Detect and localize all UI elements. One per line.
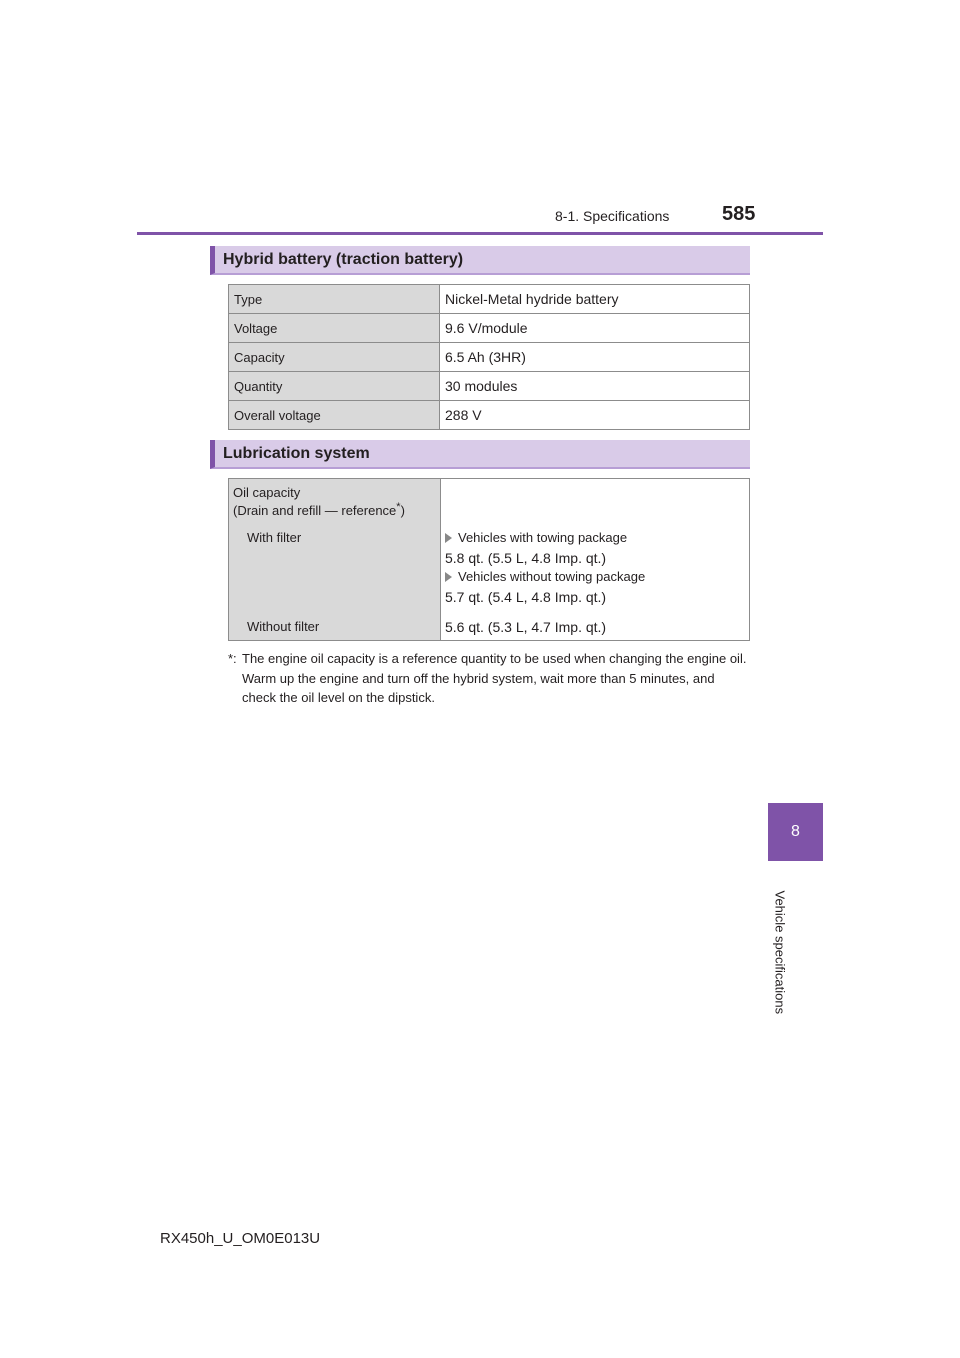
oil-capacity-sublabel <box>233 501 405 518</box>
hybrid-battery-table <box>228 284 750 430</box>
lubrication-heading: Lubrication system <box>210 440 750 469</box>
table-row <box>229 343 750 372</box>
row-value: 288 V <box>440 401 750 430</box>
with-filter-label: With filter <box>247 530 302 545</box>
towing-package-item <box>445 530 627 545</box>
oil-value-cell <box>441 479 749 640</box>
table-row <box>229 401 750 430</box>
sublabel-text: (Drain and refill — reference <box>233 503 397 518</box>
chapter-number: 8 <box>791 823 800 840</box>
oil-label-cell <box>229 479 441 640</box>
row-label: Voltage <box>229 314 440 343</box>
footnote <box>228 649 748 708</box>
row-label: Overall voltage <box>229 401 440 430</box>
page-number: 585 <box>722 203 756 225</box>
table-row <box>229 314 750 343</box>
chapter-title: Vehicle specifications <box>772 890 788 1015</box>
row-value: Nickel-Metal hydride battery <box>440 285 750 314</box>
row-value: 9.6 V/module <box>440 314 750 343</box>
table-row <box>229 372 750 401</box>
chapter-tab[interactable] <box>768 803 823 861</box>
row-label: Type <box>229 285 440 314</box>
hybrid-battery-heading: Hybrid battery (traction battery) <box>210 246 750 275</box>
triangle-bullet-icon <box>445 533 452 543</box>
footnote-text: The engine oil capacity is a reference quantity to be used when changing the engine oil. Warm up the engine and turn off the hybrid system, wait more than 5 minutes, and check the oil level on the dipstick. <box>242 651 747 705</box>
towing-value: 5.8 qt. (5.5 L, 4.8 Imp. qt.) <box>445 550 607 566</box>
document-code: RX450h_U_OM0E013U <box>160 1230 321 1247</box>
row-label: Capacity <box>229 343 440 372</box>
footnote-asterisk: * <box>396 501 401 513</box>
no-towing-value: 5.7 qt. (5.4 L, 4.8 Imp. qt.) <box>445 589 607 605</box>
towing-label: Vehicles with towing package <box>458 530 628 545</box>
triangle-bullet-icon <box>445 572 452 582</box>
oil-capacity-label: Oil capacity <box>233 485 301 500</box>
section-title: 8-1. Specifications <box>555 208 670 224</box>
lubrication-table <box>228 478 750 641</box>
row-value: 6.5 Ah (3HR) <box>440 343 750 372</box>
table-row <box>229 285 750 314</box>
header-divider <box>137 232 823 235</box>
without-filter-value: 5.6 qt. (5.3 L, 4.7 Imp. qt.) <box>445 619 607 635</box>
no-towing-label: Vehicles without towing package <box>458 569 646 584</box>
no-towing-package-item <box>445 569 645 584</box>
row-label: Quantity <box>229 372 440 401</box>
footnote-mark: *: <box>228 651 237 666</box>
row-value: 30 modules <box>440 372 750 401</box>
sublabel-close: ) <box>400 503 405 518</box>
without-filter-label: Without filter <box>247 619 320 634</box>
